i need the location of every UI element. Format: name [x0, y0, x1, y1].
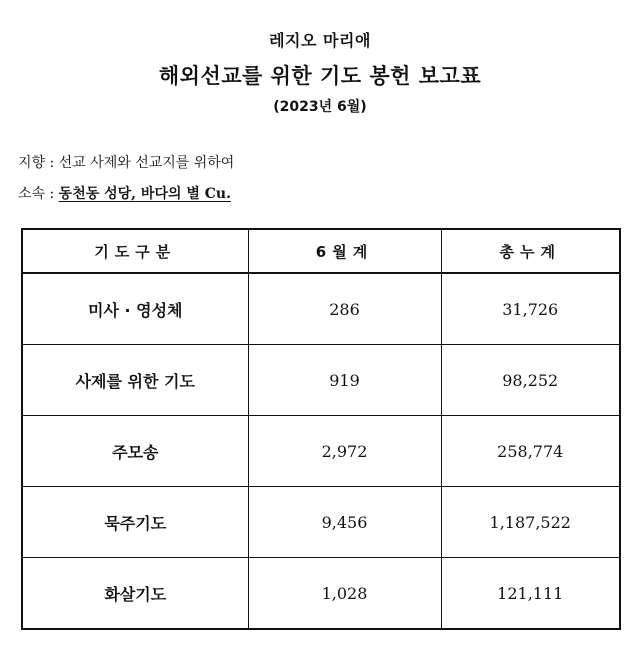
row-monthly-value: 919	[248, 345, 441, 416]
table-header-row	[22, 229, 620, 273]
row-monthly-value: 1,028	[248, 558, 441, 630]
row-monthly-value: 9,456	[248, 487, 441, 558]
intent-label: 지향 :	[18, 155, 59, 171]
row-total-value: 121,111	[441, 558, 620, 630]
row-category: 주모송	[22, 416, 248, 487]
column-header-category: 기도구분	[22, 229, 248, 273]
intent-line	[18, 152, 234, 172]
row-category: 화살기도	[22, 558, 248, 630]
row-category: 묵주기도	[22, 487, 248, 558]
row-category: 미사 · 영성체	[22, 273, 248, 345]
table-row	[22, 273, 620, 345]
organization-name: 레지오 마리애	[269, 31, 371, 50]
row-total-value: 258,774	[441, 416, 620, 487]
row-monthly-value: 2,972	[248, 416, 441, 487]
column-header-monthly: 6월계	[248, 229, 441, 273]
table-row	[22, 416, 620, 487]
affiliation-line	[18, 183, 231, 203]
row-category: 사제를 위한 기도	[22, 345, 248, 416]
report-period: (2023년 6월)	[273, 99, 367, 115]
intent-value: 선교 사제와 선교지를 위하여	[58, 155, 235, 171]
row-monthly-value: 286	[248, 273, 441, 345]
table-row	[22, 558, 620, 630]
table-row	[22, 487, 620, 558]
table-row	[22, 345, 620, 416]
prayer-report-table	[21, 228, 621, 630]
row-total-value: 1,187,522	[441, 487, 620, 558]
affiliation-label: 소속 :	[18, 186, 59, 202]
affiliation-value: 동천동 성당, 바다의 별 Cu.	[58, 186, 231, 202]
report-title: 해외선교를 위한 기도 봉헌 보고표	[158, 64, 482, 88]
column-header-total: 총누계	[441, 229, 620, 273]
row-total-value: 31,726	[441, 273, 620, 345]
row-total-value: 98,252	[441, 345, 620, 416]
